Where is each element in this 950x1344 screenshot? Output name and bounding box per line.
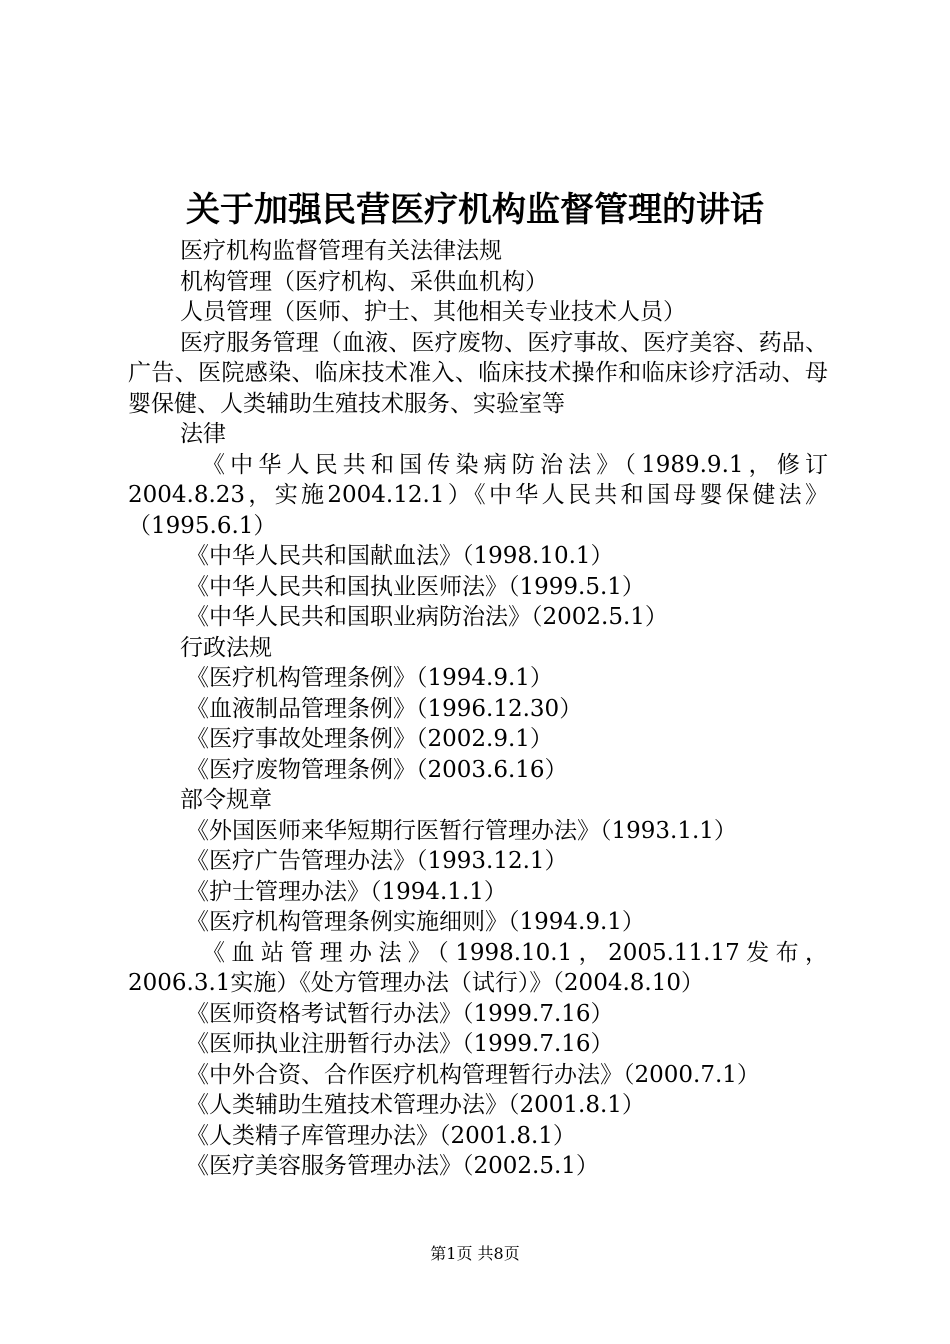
paragraph: 医疗服务管理（血液、医疗废物、医疗事故、医疗美容、药品、广告、医院感染、临床技术准入、临床技术操作和临床诊疗活动、母婴保健、人类辅助生殖技术服务、实验室等 (128, 329, 828, 417)
document-body (128, 236, 828, 1182)
paragraph: 医疗机构监督管理有关法律法规 (180, 238, 502, 264)
law-item: 《医疗机构管理条例》（1994.9.1） (186, 665, 553, 691)
law-item: 《人类精子库管理办法》（2001.8.1） (186, 1122, 576, 1149)
law-item: 《血液制品管理条例》（1996.12.30） (186, 695, 583, 722)
section-heading: 法律 (180, 421, 226, 447)
law-item: 《医疗美容服务管理办法》（2002.5.1） (186, 1153, 599, 1179)
paragraph: 《血站管理办法》（1998.10.1，2005.11.17发布，2006.3.1实施）《处方管理办法（试行）》（2004.8.10） (128, 939, 828, 996)
page-footer: 第1页 共8页 (430, 1244, 520, 1263)
law-item: 《人类辅助生殖技术管理办法》（2001.8.1） (186, 1092, 645, 1118)
law-item: 《中外合资、合作医疗机构管理暂行办法》（2000.7.1） (186, 1061, 760, 1088)
law-item: 《医疗事故处理条例》（2002.9.1） (186, 726, 553, 752)
document-title: 关于加强民营医疗机构监督管理的讲话 (186, 190, 764, 230)
law-item: 《中华人民共和国执业医师法》（1999.5.1） (186, 573, 645, 600)
paragraph: 人员管理（医师、护士、其他相关专业技术人员） (180, 299, 686, 325)
law-item: 《中华人民共和国职业病防治法》（2002.5.1） (186, 604, 668, 630)
law-item: 《医师资格考试暂行办法》（1999.7.16） (186, 1000, 614, 1027)
paragraph: 机构管理（医疗机构、采供血机构） (180, 268, 548, 295)
law-item: 《医师执业注册暂行办法》（1999.7.16） (186, 1031, 614, 1057)
law-item: 《外国医师来华短期行医暂行管理办法》（1993.1.1） (186, 817, 737, 844)
section-heading: 行政法规 (180, 634, 272, 661)
law-item: 《医疗机构管理条例实施细则》（1994.9.1） (186, 909, 645, 935)
law-item: 《护士管理办法》（1994.1.1） (186, 878, 507, 905)
law-item: 《中华人民共和国献血法》（1998.10.1） (186, 543, 614, 569)
section-heading: 部令规章 (180, 787, 272, 813)
law-item: 《医疗废物管理条例》（2003.6.16） (186, 756, 568, 783)
paragraph: 《中华人民共和国传染病防治法》（1989.9.1，修订2004.8.23，实施2004.12.1）《中华人民共和国母婴保健法》（1995.6.1） (128, 451, 828, 539)
law-item: 《医疗广告管理办法》（1993.12.1） (186, 848, 568, 874)
